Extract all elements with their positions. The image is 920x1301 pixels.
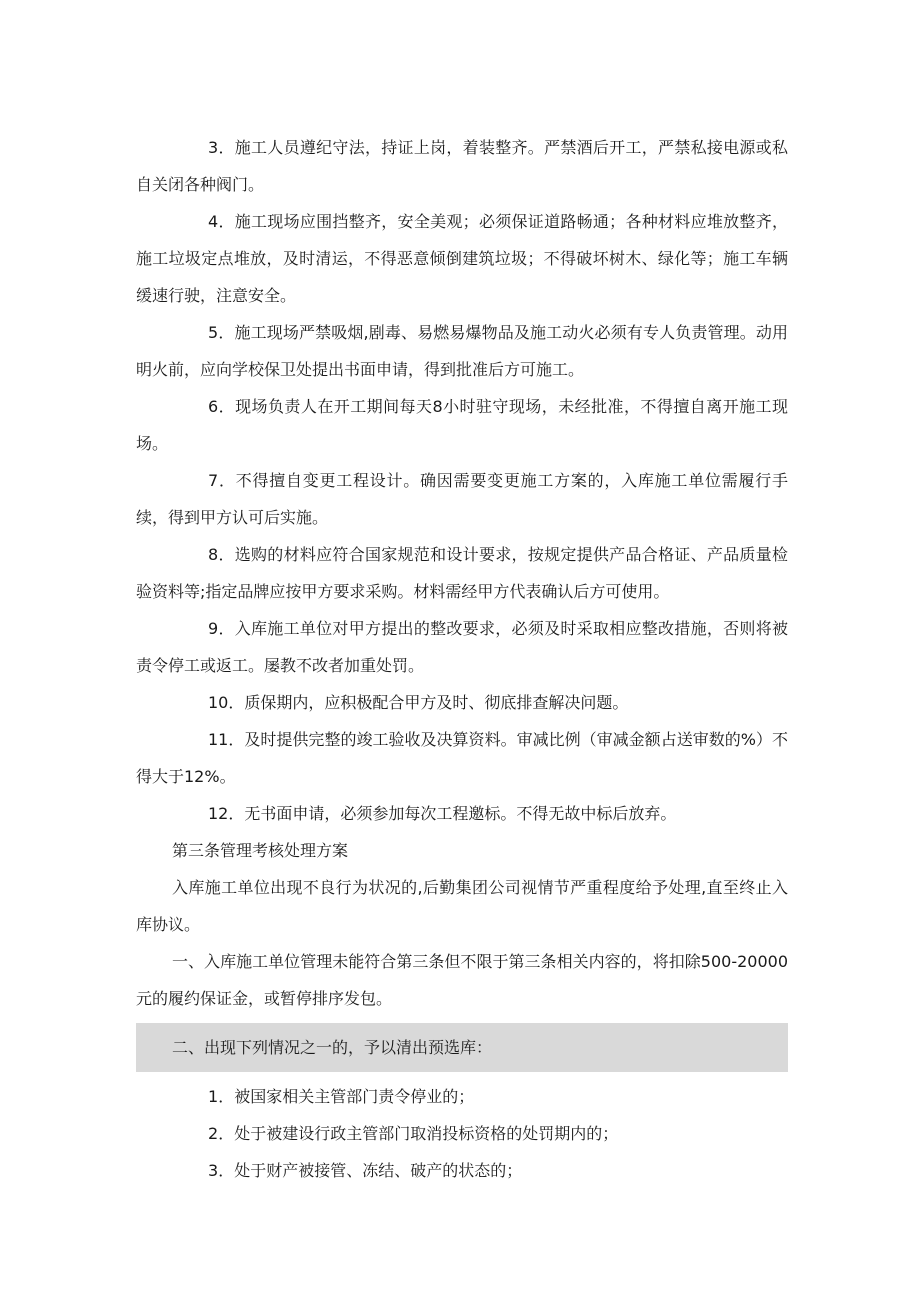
clause-12 xyxy=(136,795,788,832)
clause-text: ．被国家相关主管部门责令停业的； xyxy=(218,1087,475,1106)
section-heading xyxy=(136,832,788,869)
clause-text: ．及时提供完整的竣工验收及决算资料。审减比例（审减金额占送审数的%）不得大于12%。 xyxy=(136,730,788,786)
clause-9 xyxy=(136,610,788,684)
clause-number: 3 xyxy=(208,138,219,157)
clause-text: ．现场负责人在开工期间每天8小时驻守现场，未经批准，不得擅自离开施工现场。 xyxy=(136,397,788,453)
clause-number: 1 xyxy=(208,1087,219,1106)
clause-number: 2 xyxy=(208,1124,219,1143)
clause-text: ．处于被建设行政主管部门取消投标资格的处罚期内的； xyxy=(218,1124,619,1143)
clause-number: 8 xyxy=(208,545,219,564)
penalty-item-2-highlighted xyxy=(136,1023,788,1072)
clause-number: 11 xyxy=(208,730,229,749)
clause-5 xyxy=(136,314,788,388)
document-body xyxy=(136,129,788,1189)
penalty-item-1 xyxy=(136,943,788,1017)
penalty-item-text: 一、入库施工单位管理未能符合第三条但不限于第三条相关内容的，将扣除500-20000元的履约保证金，或暂停排序发包。 xyxy=(136,952,788,1008)
clause-text: ．无书面申请，必须参加每次工程邀标。不得无故中标后放弃。 xyxy=(228,804,677,823)
clause-text: ．施工现场严禁吸烟,剧毒、易燃易爆物品及施工动火必须有专人负责管理。动用明火前，应向学校保卫处提出书面申请，得到批准后方可施工。 xyxy=(136,323,788,379)
clause-3 xyxy=(136,129,788,203)
section-heading-text: 第三条管理考核处理方案 xyxy=(172,841,349,860)
section-intro-text: 入库施工单位出现不良行为状况的,后勤集团公司视情节严重程度给予处理,直至终止入库协议。 xyxy=(136,878,788,934)
section-intro xyxy=(136,869,788,943)
clause-number: 10 xyxy=(208,693,229,712)
clause-text: ．施工现场应围挡整齐，安全美观；必须保证道路畅通；各种材料应堆放整齐，施工垃圾定点堆放，及时清运，不得恶意倾倒建筑垃圾；不得破坏树木、绿化等；施工车辆缓速行驶，注意安全。 xyxy=(136,212,788,305)
clause-number: 4 xyxy=(208,212,219,231)
clause-number: 3 xyxy=(208,1161,219,1180)
clause-6 xyxy=(136,388,788,462)
clause-text: ．质保期内，应积极配合甲方及时、彻底排查解决问题。 xyxy=(228,693,629,712)
removal-condition-3 xyxy=(136,1152,788,1189)
clause-text: ．处于财产被接管、冻结、破产的状态的； xyxy=(218,1161,523,1180)
clause-number: 12 xyxy=(208,804,229,823)
clause-10 xyxy=(136,684,788,721)
clause-number: 9 xyxy=(208,619,219,638)
removal-condition-2 xyxy=(136,1115,788,1152)
clause-8 xyxy=(136,536,788,610)
clause-text: ．不得擅自变更工程设计。确因需要变更施工方案的，入库施工单位需履行手续，得到甲方认可后实施。 xyxy=(136,471,788,527)
clause-number: 6 xyxy=(208,397,219,416)
clause-text: ．入库施工单位对甲方提出的整改要求，必须及时采取相应整改措施，否则将被责令停工或返工。屡教不改者加重处罚。 xyxy=(136,619,788,675)
penalty-item-text: 二、出现下列情况之一的，予以清出预选库： xyxy=(172,1038,493,1057)
clause-number: 7 xyxy=(208,471,219,490)
clause-text: ．选购的材料应符合国家规范和设计要求，按规定提供产品合格证、产品质量检验资料等;指定品牌应按甲方要求采购。材料需经甲方代表确认后方可使用。 xyxy=(136,545,788,601)
clause-7 xyxy=(136,462,788,536)
clause-number: 5 xyxy=(208,323,219,342)
clause-text: ．施工人员遵纪守法，持证上岗，着装整齐。严禁酒后开工，严禁私接电源或私自关闭各种阀门。 xyxy=(136,138,788,194)
clause-4 xyxy=(136,203,788,314)
removal-condition-1 xyxy=(136,1078,788,1115)
clause-11 xyxy=(136,721,788,795)
